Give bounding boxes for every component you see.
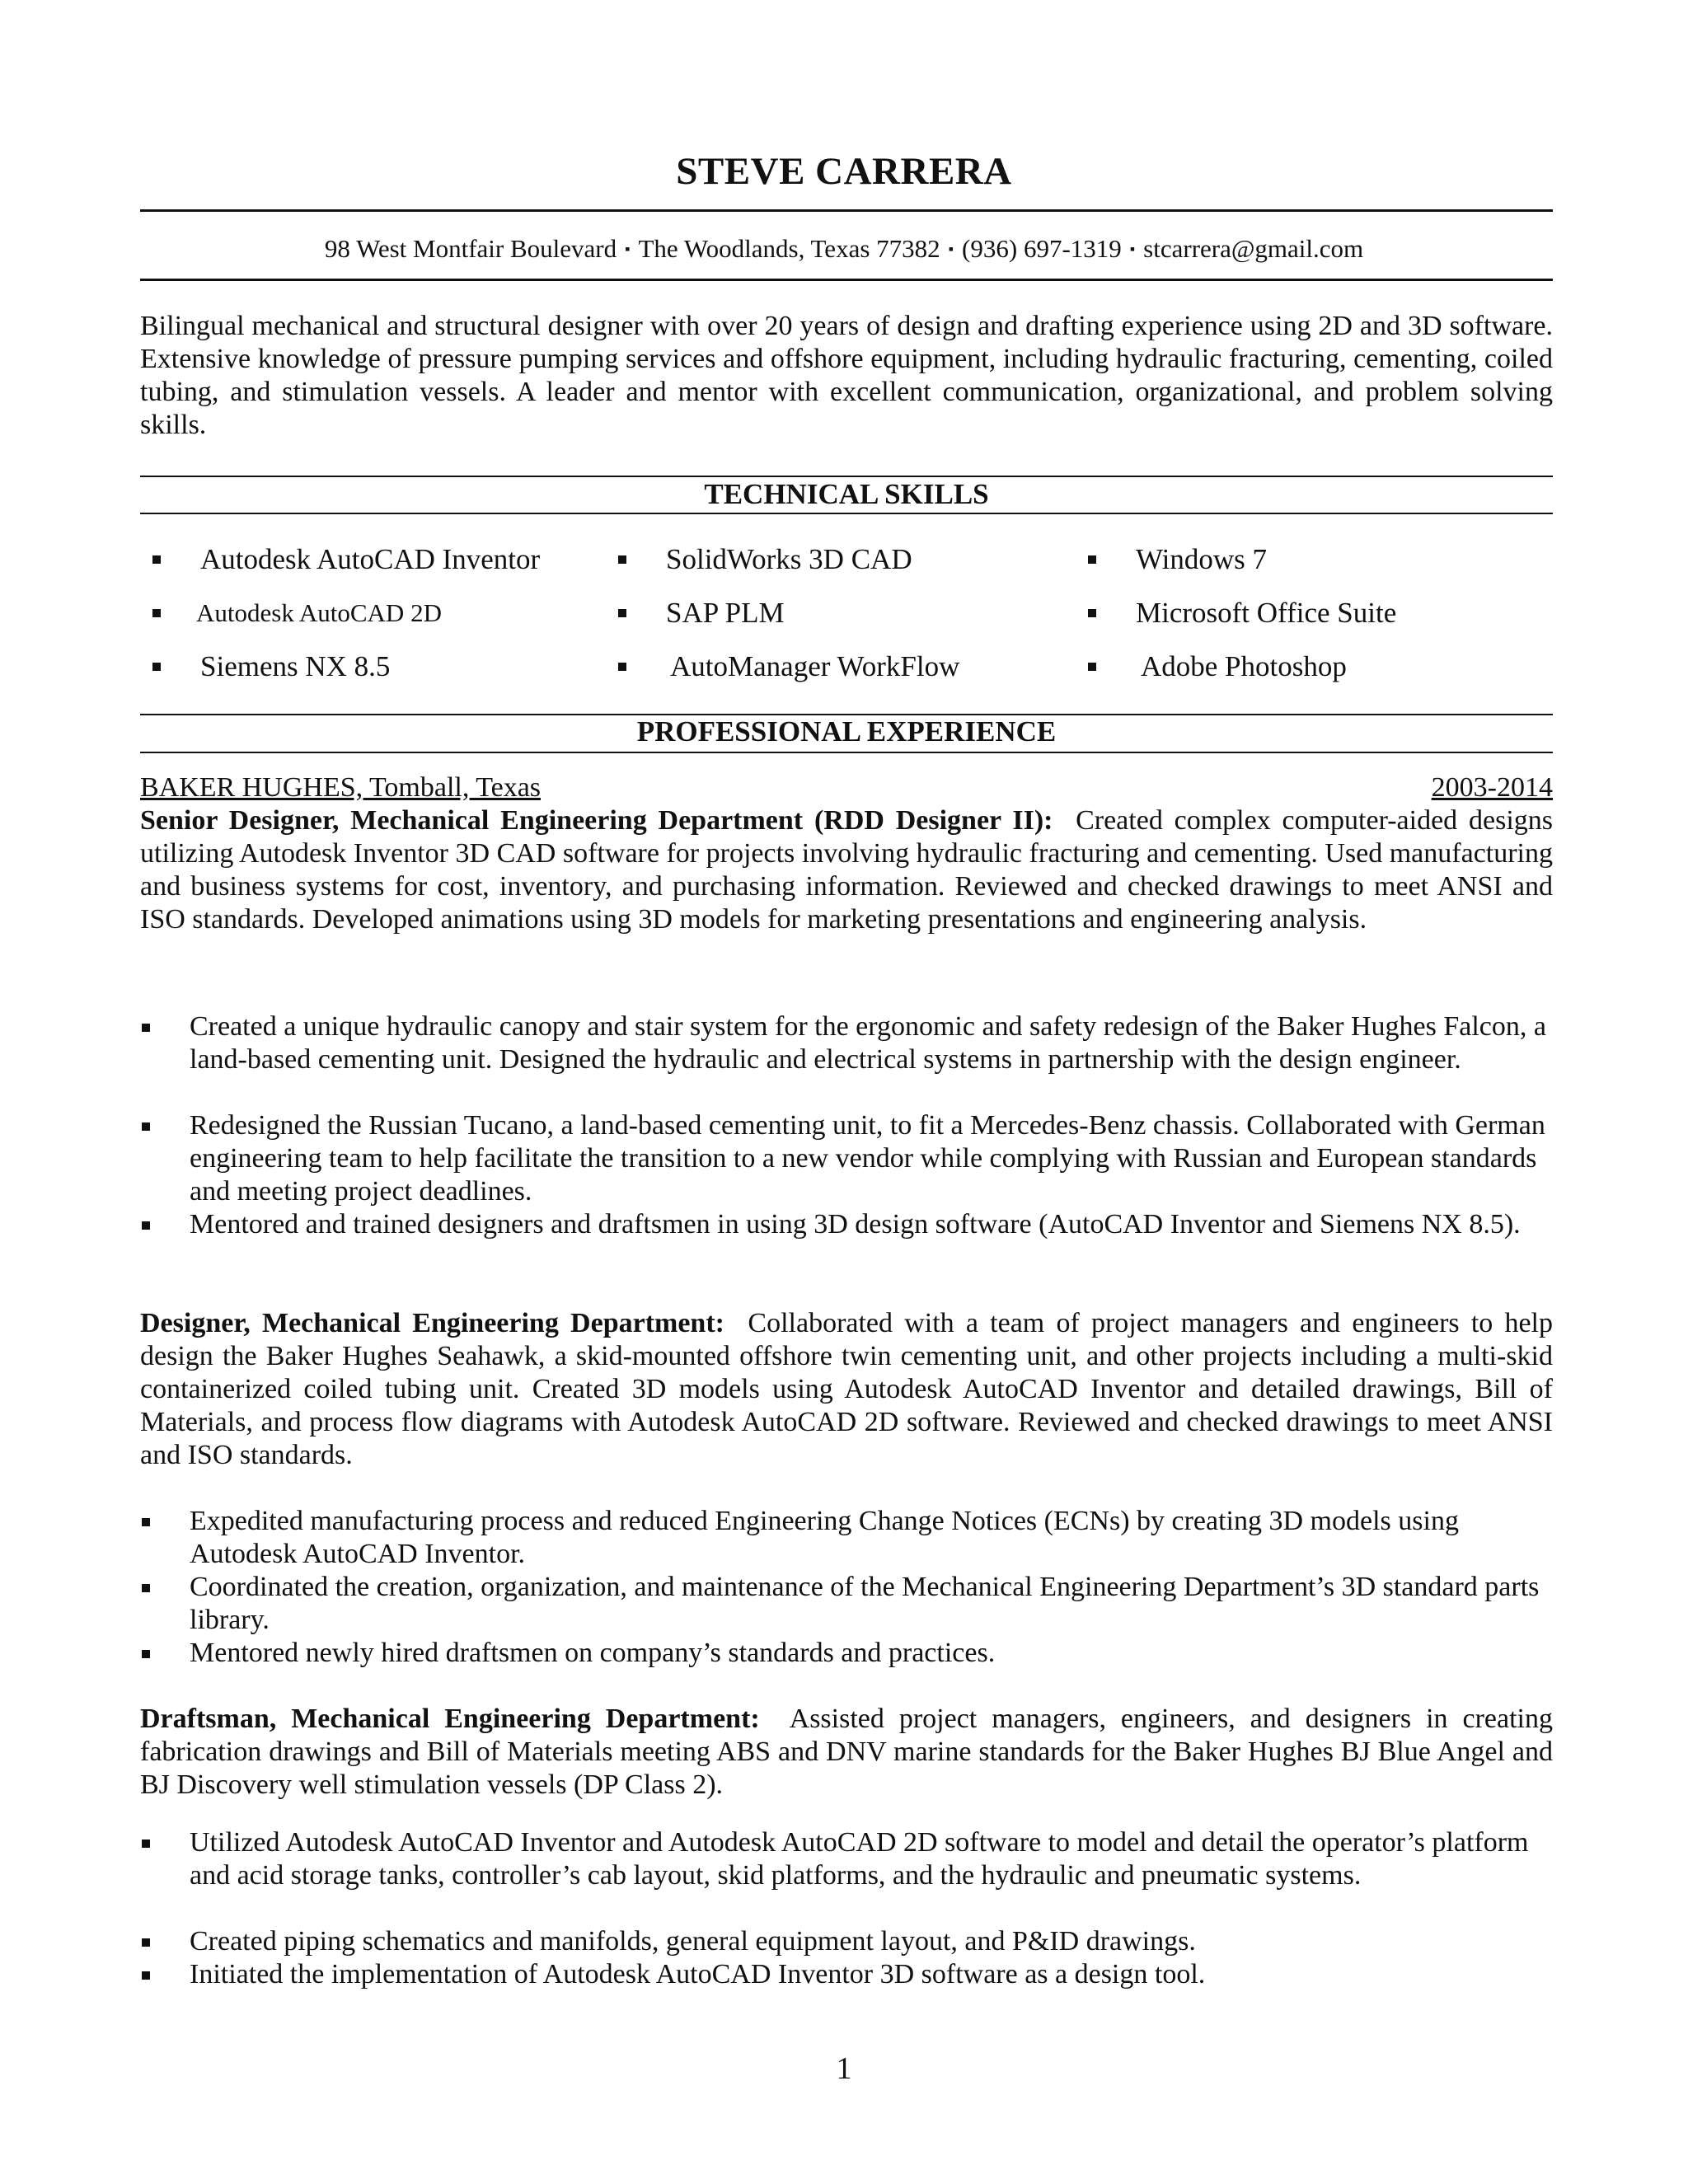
skill-item: Adobe Photoshop xyxy=(1141,649,1347,684)
candidate-name: STEVE CARRERA xyxy=(676,150,1012,193)
achievement-bullet: Expedited manufacturing process and reduced Engineering Change Notices (ECNs) by creating 3D models using Autodesk AutoCAD Inventor. xyxy=(190,1505,1558,1571)
summary-paragraph: Bilingual mechanical and structural designer with over 20 years of design and drafting experience using 2D and 3D software. Extensive knowledge of pressure pumping services and offshore equipment, including hydraulic fracturing, cementing, coiled tubing, and stimulation vessels. A leader and mentor with excellent communication, organizational, and problem solving skills. xyxy=(140,311,1553,440)
bullet-icon xyxy=(152,663,161,671)
contact-separator: ▪ xyxy=(948,241,954,257)
contact-separator: ▪ xyxy=(1129,241,1136,257)
bullet-icon xyxy=(152,609,161,617)
company-row xyxy=(140,771,1553,804)
skill-item: AutoManager WorkFlow xyxy=(670,649,959,684)
achievement-bullet: Created piping schematics and manifolds, general equipment layout, and P&ID drawings. xyxy=(190,1925,1558,1958)
bullet-icon xyxy=(142,1024,150,1032)
role-title: Senior Designer, Mechanical Engineering Department (RDD Designer II): xyxy=(140,805,1053,836)
achievement-bullet: Utilized Autodesk AutoCAD Inventor and Autodesk AutoCAD 2D software to model and detail the operator’s platform and acid storage tanks, controller’s cab layout, skid platforms, and the hydraulic and pneumatic systems. xyxy=(190,1826,1558,1892)
page-number: 1 xyxy=(836,2051,852,2086)
skill-item: Autodesk AutoCAD Inventor xyxy=(200,542,540,577)
skill-item: Autodesk AutoCAD 2D xyxy=(196,596,442,630)
achievement-bullet: Created a unique hydraulic canopy and stair system for the ergonomic and safety redesign of the Baker Hughes Falcon, a land-based cementing unit. Designed the hydraulic and electrical systems in partnership with the design engineer. xyxy=(190,1010,1558,1076)
achievement-bullet: Coordinated the creation, organization, and maintenance of the Mechanical Engineering Department’s 3D standard parts library. xyxy=(190,1571,1558,1637)
experience-heading: PROFESSIONAL EXPERIENCE xyxy=(636,715,1057,748)
contact-phone: (936) 697-1319 xyxy=(962,234,1122,263)
role-description: Assisted project managers, engineers, and designers in creating fabrication drawings and Bill of Materials meeting ABS and DNV marine standards for the Baker Hughes BJ Blue Angel and BJ Discovery well stimulation vessels (DP Class 2). xyxy=(140,1704,1553,1800)
bullet-icon xyxy=(142,1518,150,1526)
bullet-icon xyxy=(152,555,161,564)
role-title: Draftsman, Mechanical Engineering Department: xyxy=(140,1704,760,1734)
employment-dates: 2003-2014 xyxy=(1431,772,1553,803)
bullet-icon xyxy=(142,1221,150,1230)
bullet-icon xyxy=(142,1840,150,1848)
skills-rule-bottom xyxy=(140,513,1553,514)
contact-separator: ▪ xyxy=(625,241,631,257)
skill-item: SAP PLM xyxy=(666,596,785,630)
bullet-icon xyxy=(618,555,626,564)
contact-line xyxy=(0,232,1688,265)
skill-item: Windows 7 xyxy=(1136,542,1267,577)
achievement-bullet: Initiated the implementation of Autodesk AutoCAD Inventor 3D software as a design tool. xyxy=(190,1958,1558,1991)
skill-item: Microsoft Office Suite xyxy=(1136,596,1396,630)
role-description: Created complex computer-aided designs utilizing Autodesk Inventor 3D CAD software for projects involving hydraulic fracturing and cementing. Used manufacturing and business systems for cost, inventory, and purchasing information. Reviewed and checked drawings to meet ANSI and ISO standards. Developed animations using 3D models for marketing presentations and engineering analysis. xyxy=(140,805,1553,935)
bullet-icon xyxy=(1088,609,1096,617)
role-paragraph xyxy=(140,804,1553,936)
achievement-bullet: Mentored newly hired draftsmen on company’s standards and practices. xyxy=(190,1637,1558,1670)
skills-heading: TECHNICAL SKILLS xyxy=(704,478,989,510)
bullet-icon xyxy=(142,1971,150,1980)
bullet-icon xyxy=(142,1122,150,1131)
achievement-bullet: Redesigned the Russian Tucano, a land-based cementing unit, to fit a Mercedes-Benz chassis. Collaborated with German engineering team to help facilitate the transition to a new vendor while complying with Russian and European standards and meeting project deadlines. xyxy=(190,1109,1558,1208)
bullet-icon xyxy=(618,609,626,617)
experience-rule-bottom xyxy=(140,752,1553,753)
role-paragraph xyxy=(140,1703,1553,1802)
bullet-icon xyxy=(1088,555,1096,564)
achievement-bullet: Mentored and trained designers and draftsmen in using 3D design software (AutoCAD Inventor and Siemens NX 8.5). xyxy=(190,1208,1558,1241)
contact-address: 98 West Montfair Boulevard xyxy=(324,234,617,263)
header-rule-bottom xyxy=(140,279,1553,281)
bullet-icon xyxy=(1088,663,1096,671)
skill-item: SolidWorks 3D CAD xyxy=(666,542,912,577)
header-rule-top xyxy=(140,209,1553,212)
bullet-icon xyxy=(142,1650,150,1658)
contact-email[interactable]: stcarrera@gmail.com xyxy=(1143,234,1364,263)
contact-city: The Woodlands, Texas 77382 xyxy=(638,234,940,263)
bullet-icon xyxy=(142,1584,150,1592)
bullet-icon xyxy=(142,1938,150,1947)
role-title: Designer, Mechanical Engineering Department: xyxy=(140,1308,724,1338)
company-name: BAKER HUGHES, Tomball, Texas xyxy=(140,772,542,803)
skill-item: Siemens NX 8.5 xyxy=(200,649,390,684)
role-description: Collaborated with a team of project managers and engineers to help design the Baker Hughes Seahawk, a skid-mounted offshore twin cementing unit, and other projects including a multi-skid containerized coiled tubing unit. Created 3D models using Autodesk AutoCAD Inventor and detailed drawings, Bill of Materials, and process flow diagrams with Autodesk AutoCAD 2D software. Reviewed and checked drawings to meet ANSI and ISO standards. xyxy=(140,1308,1554,1470)
role-paragraph xyxy=(140,1307,1553,1472)
bullet-icon xyxy=(618,663,626,671)
